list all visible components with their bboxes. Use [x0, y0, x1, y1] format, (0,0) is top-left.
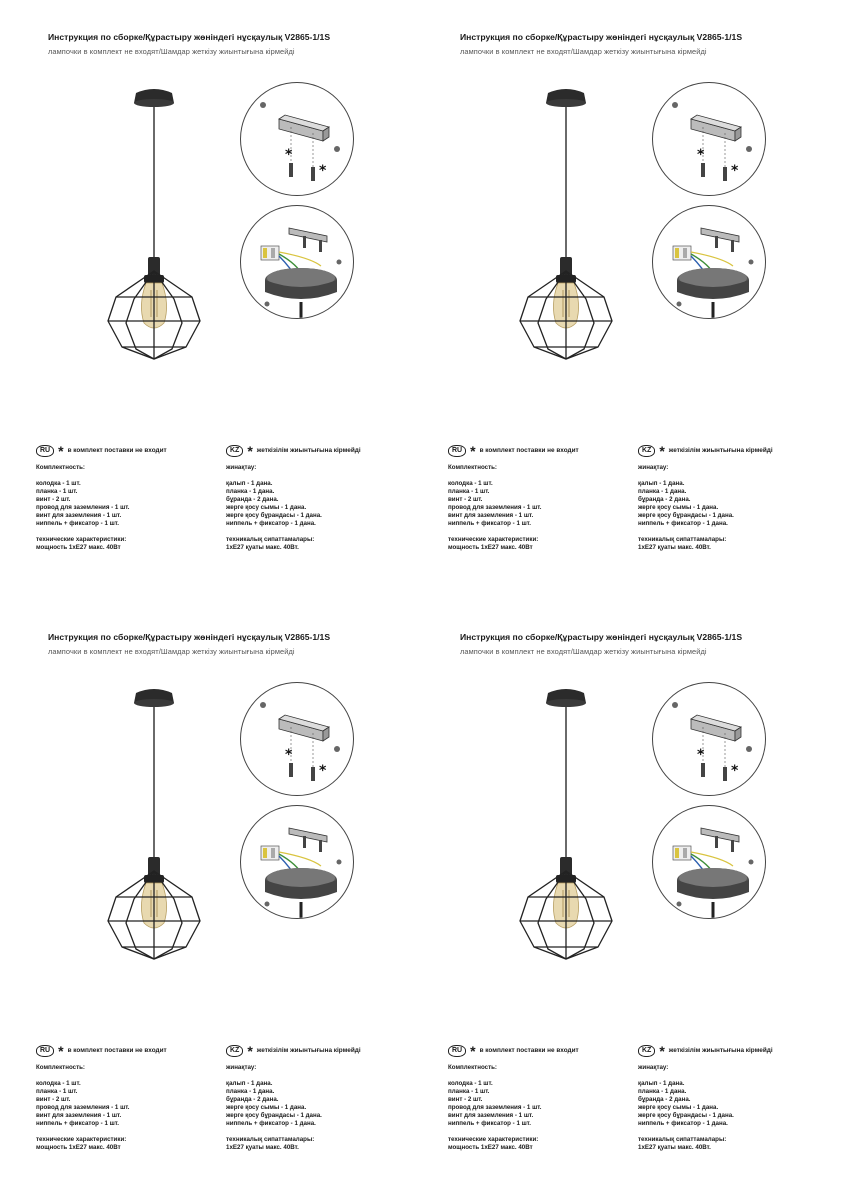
canopy-wiring-detail: [240, 805, 354, 919]
kz-language-badge: KZ: [638, 1045, 655, 1057]
kit-item: жерге қосу бұрандасы - 1 дана.: [638, 1112, 734, 1119]
instruction-sheet-2: [424, 0, 848, 600]
kit-item: планка - 1 шт.: [448, 488, 490, 495]
kit-label: Комплектность:: [448, 1064, 497, 1071]
kz-language-badge: KZ: [638, 445, 655, 457]
sheet-title: Инструкция по сборке/Құрастыру жөніндегі нұсқаулық V2865-1/1S: [460, 632, 743, 642]
sheet-title: Инструкция по сборке/Құрастыру жөніндегі нұсқаулық V2865-1/1S: [48, 632, 331, 642]
sheet-title: Инструкция по сборке/Құрастыру жөніндегі нұсқаулық V2865-1/1S: [460, 32, 743, 42]
kz-language-badge: KZ: [226, 445, 243, 457]
kit-item: колодка - 1 шт.: [36, 1080, 81, 1087]
kit-item: винт - 2 шт.: [36, 1096, 71, 1103]
svg-text:*: *: [697, 747, 705, 763]
kit-item: жерге қосу бұрандасы - 1 дана.: [226, 512, 322, 519]
tech-label: технические характеристики:: [36, 1136, 127, 1143]
kit-label: жинақтау:: [638, 1064, 669, 1071]
asterisk-icon: *: [659, 1043, 665, 1059]
kit-item: планка - 1 дана.: [638, 488, 687, 495]
tech-label: техникалық сипаттамалары:: [226, 1136, 315, 1143]
tech-value: мощность 1хЕ27 макс. 40Вт: [448, 544, 533, 551]
kz-language-badge: KZ: [226, 1045, 243, 1057]
svg-text:*: *: [731, 763, 739, 779]
tech-value: 1хЕ27 қуаты макс. 40Вт.: [638, 1144, 711, 1151]
tech-label: технические характеристики:: [36, 536, 127, 543]
kit-item: провод для заземления - 1 шт.: [448, 1104, 542, 1111]
tech-value: 1хЕ27 қуаты макс. 40Вт.: [226, 544, 299, 551]
not-included-note: в комплект поставки не входит: [67, 447, 167, 454]
kazakh-spec-column: [638, 442, 838, 552]
svg-text:*: *: [697, 147, 705, 163]
pendant-lamp-illustration: [94, 85, 214, 375]
kit-item: қалып - 1 дана.: [638, 1080, 685, 1087]
sheet-subtitle: лампочки в комплект не входят/Шамдар жеткізу жиынтығына кірмейді: [48, 647, 295, 656]
kit-item: колодка - 1 шт.: [448, 480, 493, 487]
kit-item: ниппель + фиксатор - 1 шт.: [36, 1120, 119, 1127]
instruction-sheet-1: [0, 0, 424, 600]
kit-item: винт - 2 шт.: [448, 1096, 483, 1103]
not-included-note: в комплект поставки не входит: [479, 1047, 579, 1054]
ru-language-badge: RU: [448, 445, 466, 457]
kit-item: ниппель + фиксатор - 1 шт.: [448, 1120, 531, 1127]
kit-item: жерге қосу сымы - 1 дана.: [226, 504, 307, 511]
kit-item: планка - 1 дана.: [638, 1088, 687, 1095]
kit-item: винт для заземления - 1 шт.: [36, 1112, 122, 1119]
sheet-subtitle: лампочки в комплект не входят/Шамдар жеткізу жиынтығына кірмейді: [460, 647, 707, 656]
russian-spec-column: [36, 442, 226, 552]
tech-value: мощность 1хЕ27 макс. 40Вт: [448, 1144, 533, 1151]
pendant-lamp-illustration: [94, 685, 214, 975]
tech-label: технические характеристики:: [448, 536, 539, 543]
kit-label: Комплектность:: [448, 464, 497, 471]
kit-item: қалып - 1 дана.: [226, 1080, 273, 1087]
svg-text:*: *: [319, 163, 327, 179]
asterisk-icon: *: [659, 443, 665, 459]
sheet-subtitle: лампочки в комплект не входят/Шамдар жеткізу жиынтығына кірмейді: [48, 47, 295, 56]
kit-item: қалып - 1 дана.: [638, 480, 685, 487]
tech-label: техникалық сипаттамалары:: [638, 1136, 727, 1143]
kit-item: колодка - 1 шт.: [448, 1080, 493, 1087]
russian-spec-column: [448, 1042, 638, 1152]
kit-item: ниппель + фиксатор - 1 шт.: [448, 520, 531, 527]
kit-item: колодка - 1 шт.: [36, 480, 81, 487]
not-included-note: в комплект поставки не входит: [479, 447, 579, 454]
mounting-bracket-detail: [240, 82, 354, 196]
not-included-note: в комплект поставки не входит: [67, 1047, 167, 1054]
asterisk-icon: *: [247, 443, 253, 459]
kit-item: винт - 2 шт.: [448, 496, 483, 503]
kit-item: жерге қосу бұрандасы - 1 дана.: [226, 1112, 322, 1119]
asterisk-icon: *: [58, 1043, 64, 1059]
pendant-lamp-illustration: [506, 85, 626, 375]
kit-label: жинақтау:: [638, 464, 669, 471]
kit-item: бұранда - 2 дана.: [226, 496, 279, 503]
asterisk-icon: *: [470, 443, 476, 459]
kit-label: Комплектность:: [36, 464, 85, 471]
kit-item: винт для заземления - 1 шт.: [448, 1112, 534, 1119]
kit-item: планка - 1 дана.: [226, 488, 275, 495]
kit-item: ниппель + фиксатор - 1 дана.: [638, 520, 728, 527]
kit-item: винт для заземления - 1 шт.: [448, 512, 534, 519]
sheet-subtitle: лампочки в комплект не входят/Шамдар жеткізу жиынтығына кірмейді: [460, 47, 707, 56]
sheet-title: Инструкция по сборке/Құрастыру жөніндегі нұсқаулық V2865-1/1S: [48, 32, 331, 42]
kazakh-spec-column: [226, 442, 426, 552]
kit-item: провод для заземления - 1 шт.: [36, 1104, 130, 1111]
kit-item: винт для заземления - 1 шт.: [36, 512, 122, 519]
ru-language-badge: RU: [36, 1045, 54, 1057]
not-included-note: жеткізілім жиынтығына кірмейді: [256, 447, 361, 454]
kit-item: бұранда - 2 дана.: [226, 1096, 279, 1103]
ru-language-badge: RU: [448, 1045, 466, 1057]
kit-item: қалып - 1 дана.: [226, 480, 273, 487]
kit-item: планка - 1 шт.: [36, 488, 78, 495]
not-included-note: жеткізілім жиынтығына кірмейді: [668, 1047, 773, 1054]
canopy-wiring-detail: [652, 805, 766, 919]
kit-label: жинақтау:: [226, 464, 257, 471]
kit-label: Комплектность:: [36, 1064, 85, 1071]
mounting-bracket-detail: [652, 682, 766, 796]
tech-label: техникалық сипаттамалары:: [638, 536, 727, 543]
tech-value: 1хЕ27 қуаты макс. 40Вт.: [638, 544, 711, 551]
pendant-lamp-illustration: [506, 685, 626, 975]
kit-item: жерге қосу сымы - 1 дана.: [226, 1104, 307, 1111]
kit-item: ниппель + фиксатор - 1 дана.: [226, 520, 316, 527]
svg-text:*: *: [285, 147, 293, 163]
kit-item: винт - 2 шт.: [36, 496, 71, 503]
kazakh-spec-column: [638, 1042, 838, 1152]
tech-label: техникалық сипаттамалары:: [226, 536, 315, 543]
asterisk-icon: *: [247, 1043, 253, 1059]
kazakh-spec-column: [226, 1042, 426, 1152]
svg-text:*: *: [731, 163, 739, 179]
kit-item: планка - 1 шт.: [36, 1088, 78, 1095]
not-included-note: жеткізілім жиынтығына кірмейді: [256, 1047, 361, 1054]
kit-item: планка - 1 шт.: [448, 1088, 490, 1095]
kit-item: провод для заземления - 1 шт.: [448, 504, 542, 511]
asterisk-icon: *: [58, 443, 64, 459]
instruction-sheet-3: [0, 600, 424, 1200]
not-included-note: жеткізілім жиынтығына кірмейді: [668, 447, 773, 454]
russian-spec-column: [36, 1042, 226, 1152]
svg-text:*: *: [319, 763, 327, 779]
tech-label: технические характеристики:: [448, 1136, 539, 1143]
russian-spec-column: [448, 442, 638, 552]
mounting-bracket-detail: [240, 682, 354, 796]
canopy-wiring-detail: [652, 205, 766, 319]
tech-value: мощность 1хЕ27 макс. 40Вт: [36, 1144, 121, 1151]
kit-item: бұранда - 2 дана.: [638, 496, 691, 503]
svg-text:*: *: [285, 747, 293, 763]
mounting-bracket-detail: [652, 82, 766, 196]
ru-language-badge: RU: [36, 445, 54, 457]
kit-item: ниппель + фиксатор - 1 дана.: [638, 1120, 728, 1127]
instruction-sheet-4: [424, 600, 848, 1200]
kit-item: жерге қосу бұрандасы - 1 дана.: [638, 512, 734, 519]
kit-item: бұранда - 2 дана.: [638, 1096, 691, 1103]
kit-item: ниппель + фиксатор - 1 дана.: [226, 1120, 316, 1127]
kit-item: жерге қосу сымы - 1 дана.: [638, 1104, 719, 1111]
kit-item: планка - 1 дана.: [226, 1088, 275, 1095]
kit-item: провод для заземления - 1 шт.: [36, 504, 130, 511]
tech-value: 1хЕ27 қуаты макс. 40Вт.: [226, 1144, 299, 1151]
kit-label: жинақтау:: [226, 1064, 257, 1071]
tech-value: мощность 1хЕ27 макс. 40Вт: [36, 544, 121, 551]
kit-item: жерге қосу сымы - 1 дана.: [638, 504, 719, 511]
canopy-wiring-detail: [240, 205, 354, 319]
kit-item: ниппель + фиксатор - 1 шт.: [36, 520, 119, 527]
asterisk-icon: *: [470, 1043, 476, 1059]
